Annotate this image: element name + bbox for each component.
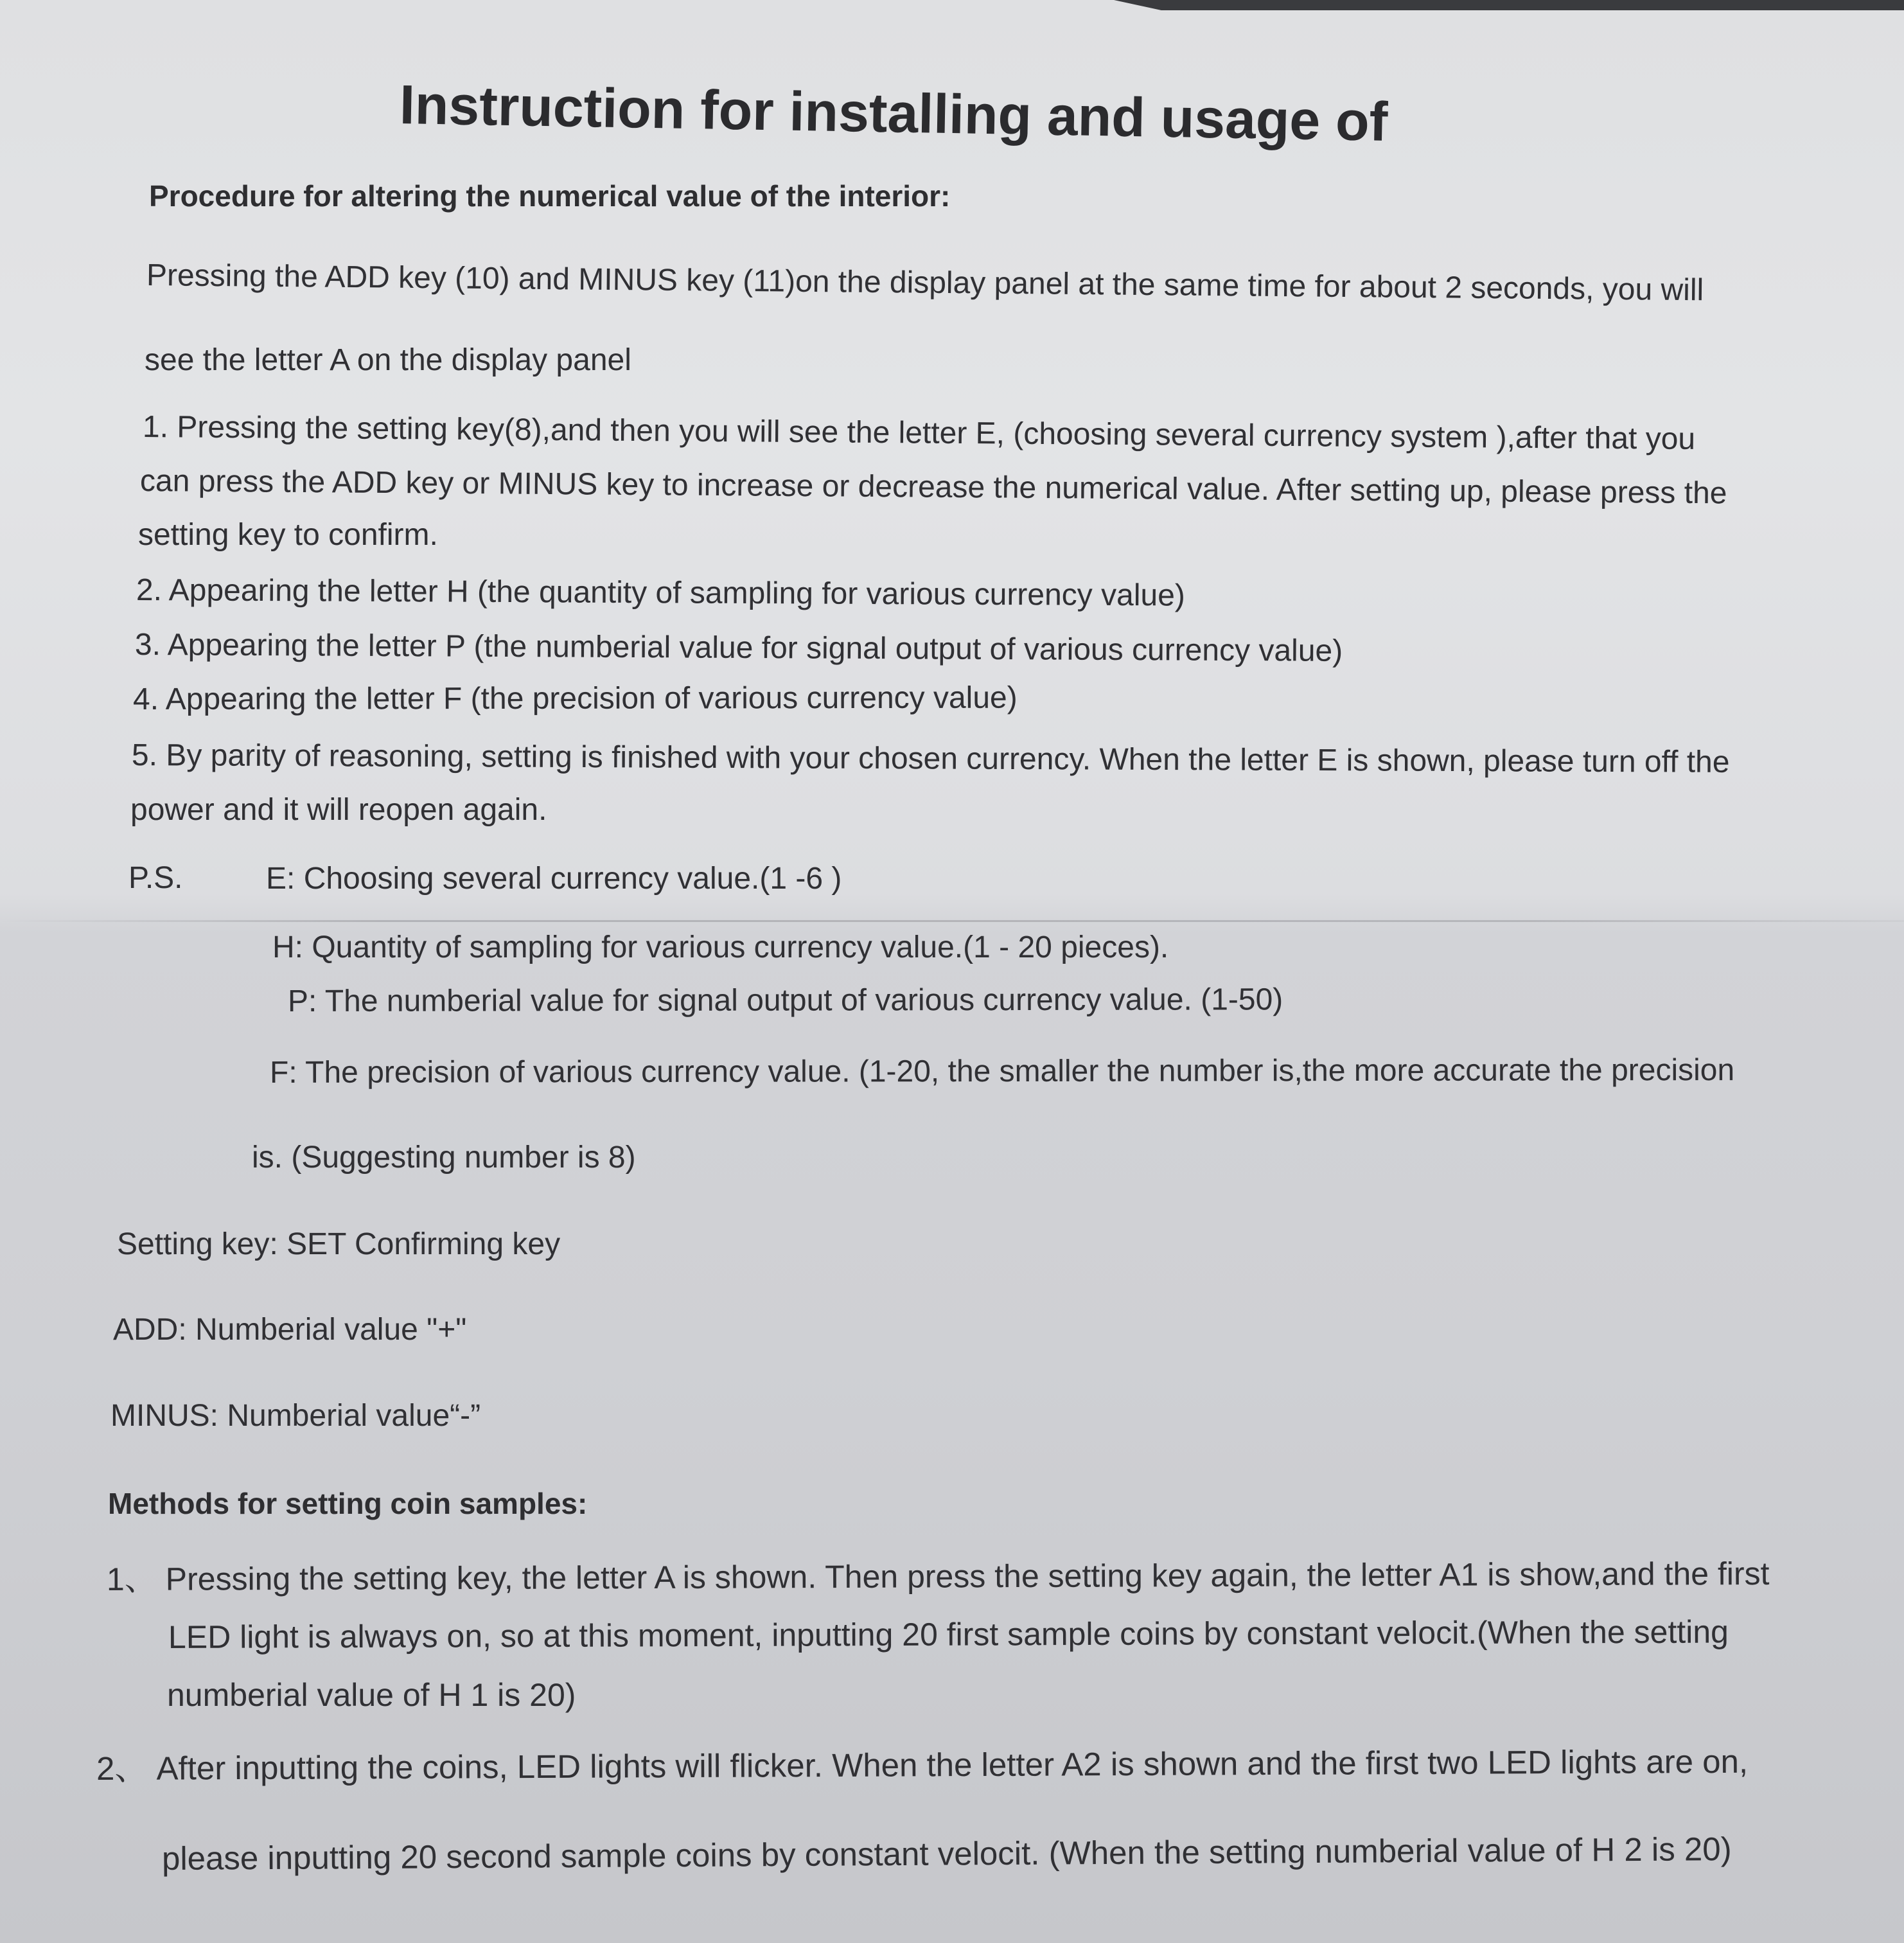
coin-step-1-line: numberial value of H 1 is 20) <box>167 1677 576 1713</box>
step-3-line: 3. Appearing the letter P (the numberial value for signal output of various currency value) <box>134 628 1343 668</box>
step-5-line: 5. By parity of reasoning, setting is finished with your chosen currency. When the letter E is shown, please turn off the <box>131 738 1730 779</box>
coin-step-1-line: 1、 Pressing the setting key, the letter A is shown. Then press the setting key again, the letter A1 is show,and the first <box>106 1555 1770 1597</box>
ps-p-line: P: The numberial value for signal output of various currency value. (1-50) <box>287 982 1283 1018</box>
section-heading-coin-samples: Methods for setting coin samples: <box>108 1487 588 1520</box>
ps-e-line: E: Choosing several currency value.(1 -6 ) <box>266 862 842 896</box>
coin-step-2-line: 2、 After inputting the coins, LED lights will flicker. When the letter A2 is shown and the first two LED lights are on, <box>96 1743 1749 1787</box>
key-minus-line: MINUS: Numberial value“-” <box>110 1399 481 1433</box>
photo-background-edge <box>1114 0 1904 10</box>
ps-label: P.S. <box>128 861 183 895</box>
step-2-line: 2. Appearing the letter H (the quantity of sampling for various currency value) <box>136 573 1185 613</box>
step-4-line: 4. Appearing the letter F (the precision of various currency value) <box>132 680 1018 716</box>
key-set-line: Setting key: SET Confirming key <box>117 1227 561 1261</box>
intro-line: Pressing the ADD key (10) and MINUS key (11)on the display panel at the same time for about 2 seconds, you will <box>146 258 1704 308</box>
section-heading-procedure: Procedure for altering the numerical value of the interior: <box>149 179 951 213</box>
step-5-line: power and it will reopen again. <box>130 793 547 827</box>
document-title: Instruction for installing and usage of <box>399 74 1389 153</box>
step-1-line: can press the ADD key or MINUS key to increase or decrease the numerical value. After setting up, please press the <box>139 464 1727 511</box>
key-add-line: ADD: Numberial value "+" <box>113 1313 467 1347</box>
ps-h-line: H: Quantity of sampling for various currency value.(1 - 20 pieces). <box>272 930 1169 964</box>
ps-f-line: is. (Suggesting number is 8) <box>252 1140 636 1175</box>
coin-step-2-line: please inputting 20 second sample coins by constant velocit. (When the setting numberial value of H 2 is 20) <box>161 1831 1732 1877</box>
ps-f-line: F: The precision of various currency value. (1-20, the smaller the number is,the more accurate the precision <box>269 1053 1735 1090</box>
step-1-line: setting key to confirm. <box>138 518 438 552</box>
intro-line: see the letter A on the display panel <box>145 343 631 377</box>
step-1-line: 1. Pressing the setting key(8),and then you will see the letter E, (choosing several currency system ),after that you <box>142 410 1696 456</box>
paper-fold-line <box>0 920 1904 922</box>
coin-step-1-line: LED light is always on, so at this moment, inputting 20 first sample coins by constant velocit.(When the setting <box>168 1613 1729 1655</box>
